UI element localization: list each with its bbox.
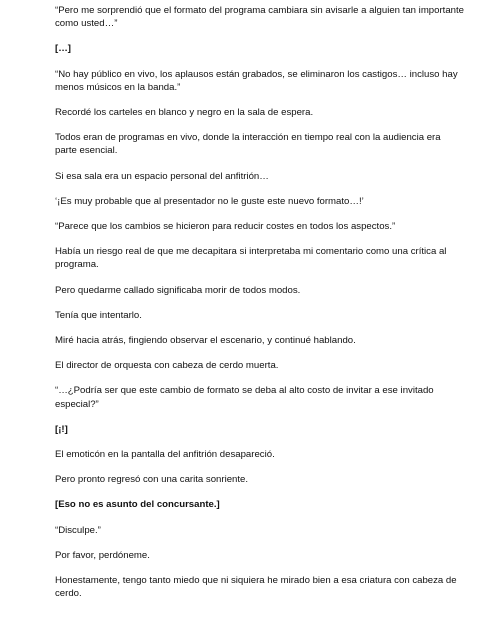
paragraph-7: ‘¡Es muy probable que al presentador no le guste este nuevo formato…!’ bbox=[55, 195, 364, 207]
paragraph-4: Recordé los carteles en blanco y negro en la sala de espera. bbox=[55, 107, 314, 119]
paragraph-1: “Pero me sorprendió que el formato del programa cambiara sin avisarle a alguien tan importante como usted…” bbox=[55, 5, 465, 30]
paragraph-17: Pero pronto regresó con una carita sonriente. bbox=[55, 474, 249, 486]
paragraph-18: [Eso no es asunto del concursante.] bbox=[55, 499, 220, 511]
paragraph-3: “No hay público en vivo, los aplausos están grabados, se eliminaron los castigos… incluso hay menos músicos en la banda.” bbox=[55, 68, 458, 93]
paragraph-15: [¡!] bbox=[55, 423, 68, 435]
paragraph-11: Tenía que intentarlo. bbox=[55, 309, 142, 321]
paragraph-13: El director de orquesta con cabeza de cerdo muerta. bbox=[55, 360, 279, 372]
document-body bbox=[55, 4, 465, 612]
paragraph-16: El emoticón en la pantalla del anfitrión desapareció. bbox=[55, 449, 275, 461]
paragraph-12: Miré hacia atrás, fingiendo observar el escenario, y continué hablando. bbox=[55, 335, 356, 347]
paragraph-20: Por favor, perdóneme. bbox=[55, 549, 150, 561]
paragraph-19: “Disculpe.” bbox=[55, 524, 101, 536]
paragraph-5: Todos eran de programas en vivo, donde la interacción en tiempo real con la audiencia era parte esencial. bbox=[55, 132, 441, 157]
paragraph-14: “…¿Podría ser que este cambio de formato se deba al alto costo de invitar a ese invitado especial?” bbox=[55, 385, 434, 410]
paragraph-9: Había un riesgo real de que me decapitara si interpretaba mi comentario como una crítica al programa. bbox=[55, 246, 447, 271]
paragraph-21: Honestamente, tengo tanto miedo que ni siquiera he mirado bien a esa criatura con cabeza de cerdo. bbox=[55, 575, 457, 600]
paragraph-10: Pero quedarme callado significaba morir de todos modos. bbox=[55, 284, 301, 296]
paragraph-8: “Parece que los cambios se hicieron para reducir costes en todos los aspectos.” bbox=[55, 221, 396, 233]
paragraph-6: Si esa sala era un espacio personal del anfitrión… bbox=[55, 170, 269, 182]
paragraph-2: […] bbox=[55, 43, 71, 55]
